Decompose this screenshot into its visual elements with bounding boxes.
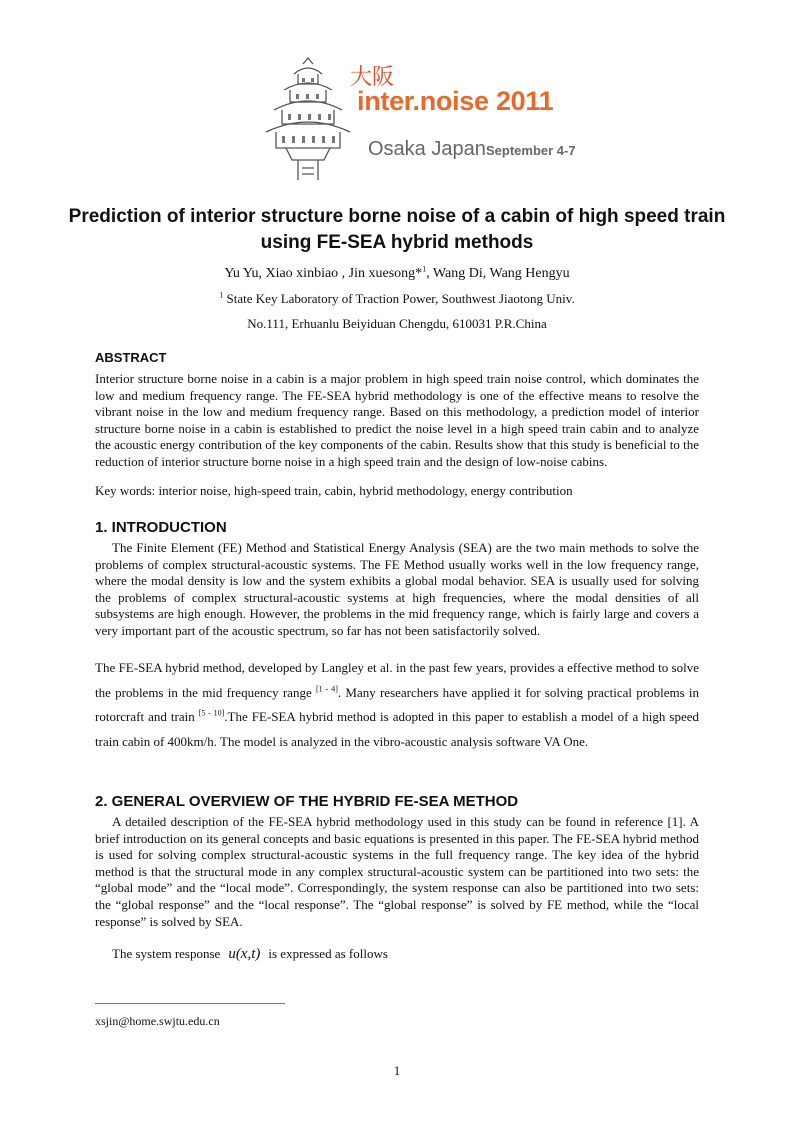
castle-illustration xyxy=(258,56,358,188)
intro-p2-part-c: .The FE-SEA hybrid method is adopted in this paper to establish a model of a high speed train cabin of 400km/h. The model is analyzed in the vibro-acoustic analysis software VA One. xyxy=(95,709,699,749)
intro-paragraph-2 xyxy=(95,656,699,754)
abstract-heading: ABSTRACT xyxy=(95,350,167,365)
section-2-heading: 2. GENERAL OVERVIEW OF THE HYBRID FE-SEA METHOD xyxy=(95,793,519,810)
authors-rest: , Wang Di, Wang Hengyu xyxy=(426,266,570,281)
affiliation-sup: 1 xyxy=(219,290,224,300)
footnote-separator xyxy=(95,1003,285,1004)
sysresp-after: is expressed as follows xyxy=(268,946,388,961)
citation-2: [5 - 10] xyxy=(198,708,225,718)
affiliation-line-1 xyxy=(60,291,734,307)
intro-p2-part-a: The FE-SEA hybrid method, developed by Langley et al. in the past few years, provides a effective method to solve the problems in the mid frequency range xyxy=(95,660,699,700)
logo-place: Osaka Japan xyxy=(368,138,486,160)
affiliation-text: State Key Laboratory of Traction Power, Southwest Jiaotong Univ. xyxy=(223,291,575,306)
equation-inline: u(x,t) xyxy=(228,946,261,962)
system-response-line xyxy=(112,946,388,963)
page-number: 1 xyxy=(393,1063,401,1078)
footnote-email: xsjin@home.swjtu.edu.cn xyxy=(95,1014,220,1028)
author-sup: 1 xyxy=(422,264,427,274)
logo-dates: September 4-7 xyxy=(486,143,576,158)
intro-paragraph-1: The Finite Element (FE) Method and Statistical Energy Analysis (SEA) are the two main methods to solve the problems of complex structural-acoustic systems. The FE Method usually works well in the low frequency range, where the modal density is low and the system exhibits a global modal behavior. SEA is usually used for solving the problems of complex structural-acoustic systems at high frequencies, where the modal densities of all subsystems are high enough. However, the problems in the mid frequency range, which is fairly large and covers a very important part of the acoustic spectrum, so far has not been satisfactorily solved. xyxy=(95,540,699,638)
citation-1: [1 - 4] xyxy=(315,684,338,694)
authors-first: Yu Yu, Xiao xinbiao , Jin xuesong* xyxy=(224,266,423,281)
conference-logo xyxy=(258,56,588,188)
sysresp-before: The system response xyxy=(112,946,221,961)
author-list xyxy=(60,266,734,282)
logo-brand: inter.noise 2011 xyxy=(357,86,554,116)
paper-title: Prediction of interior structure borne noise of a cabin of high speed train using FE-SEA hybrid methods xyxy=(68,206,726,253)
abstract-text: Interior structure borne noise in a cabin is a major problem in high speed train noise control, which dominates the low and medium frequency range. The FE-SEA hybrid methodology is one of the effective means to resolve the vibrant noise in the low and medium frequency range. Based on this methodology, a prediction model of interior structure borne noise in a cabin is established to predict the noise level in a high speed train cabin and to analyze the acoustic energy contribution of the key components of the cabin. Results show that this study is beneficial to the reduction of interior structure borne noise in a high speed train and the design of low-noise cabins. xyxy=(95,371,699,469)
intro-p2-part-b: . Many researchers have applied it for solving practical problems in rotorcraft and train xyxy=(95,684,699,725)
section-1-heading: 1. INTRODUCTION xyxy=(95,519,227,536)
affiliation-line-2: No.111, Erhuanlu Beiyiduan Chengdu, 610031 P.R.China xyxy=(247,316,547,331)
keywords: Key words: interior noise, high-speed train, cabin, hybrid methodology, energy contribution xyxy=(95,483,573,498)
overview-paragraph-1: A detailed description of the FE-SEA hybrid methodology used in this study can be found in reference [1]. A brief introduction on its general concepts and basic equations is presented in this paper. The FE-SEA hybrid method is used for solving complex structural-acoustic systems in the full frequency range. The key idea of the hybrid method is that the structural mode in any complex structural-acoustic system can be partitioned into two sets: the “global mode” and the “local mode”. Correspondingly, the system response can also be partitioned into two sets: the “global response” and the “local response”. The “global response” is solved by FE method, while the “local response” is solved by SEA. xyxy=(95,814,699,929)
logo-kanji: 大阪 xyxy=(350,65,395,90)
